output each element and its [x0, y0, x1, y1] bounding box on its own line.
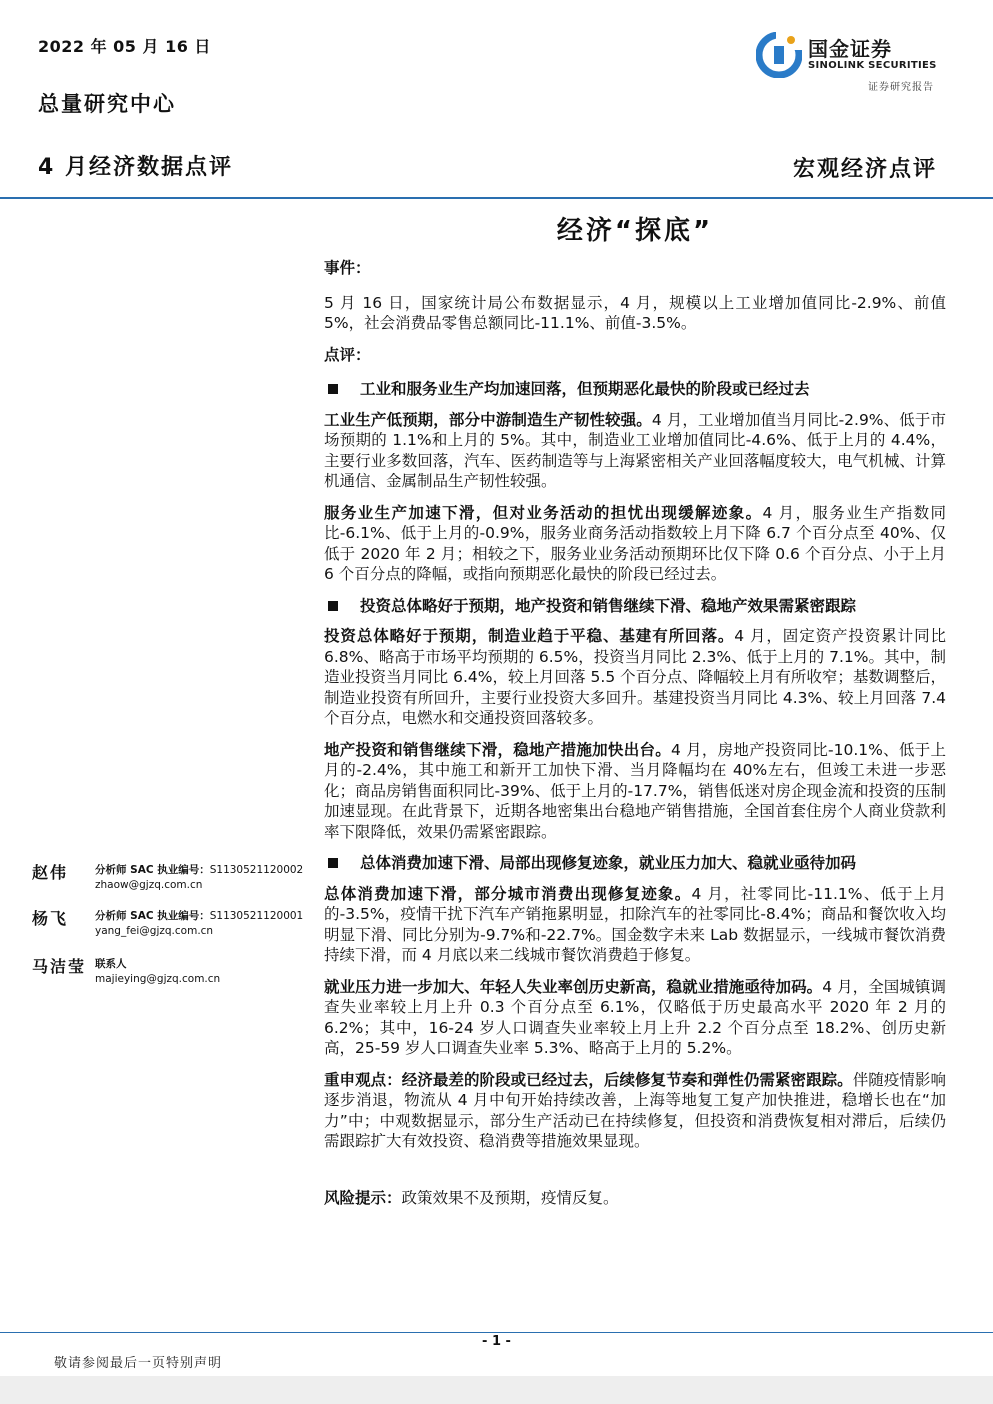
analyst-name: 杨飞: [32, 909, 69, 928]
page-number: - 1 -: [482, 1334, 511, 1349]
section-heading: 总体消费加速下滑、局部出现修复迹象，就业压力加大、稳就业亟待加码: [324, 853, 946, 874]
bullet-square-icon: [328, 601, 338, 611]
bullet-square-icon: [328, 384, 338, 394]
risk-warning: 风险提示：政策效果不及预期，疫情反复。: [324, 1188, 619, 1207]
paragraph: 工业生产低预期，部分中游制造生产韧性较强。4 月，工业增加值当月同比-2.9%、低于市场预期的 1.1%和上月的 5%。其中，制造业工业增加值同比-4.6%、低于上月的 4.4%，主要行业多数回落，汽车、医药制造等与上海紧密相关产业回落幅度较大，电气机械、计算机通信、金属制品生产韧性较强。: [324, 410, 946, 490]
bullet-square-icon: [328, 858, 338, 868]
analyst-card: [32, 906, 312, 946]
analyst-id: S1130521120001: [209, 910, 304, 922]
paragraph: 服务业生产加速下滑，但对业务活动的担忧出现缓解迹象。4 月，服务业生产指数同比-6.1%、低于上月的-0.9%，服务业商务活动指数较上月下降 6.7 个百分点至 40%、仅低于 2020 年 2 月；相较之下，服务业业务活动预期环比仅下降 0.6 个百分点、小于上月 6 个百分点的降幅，或指向预期恶化最快的阶段已经过去。: [324, 503, 946, 583]
logo-name-cn: 国金证券: [808, 37, 892, 61]
headline: 经济“探底”: [556, 216, 714, 246]
analyst-email[interactable]: majieying@gjzq.com.cn: [95, 973, 221, 985]
report-title: 4 月经济数据点评: [38, 155, 233, 180]
header-divider: [0, 197, 993, 199]
comment-label: 点评：: [324, 345, 371, 364]
paragraph: 重申观点：经济最差的阶段或已经过去，后续修复节奏和弹性仍需紧密跟踪。伴随疫情影响逐步消退，物流从 4 月中旬开始持续改善，上海等地复工复产加快推进，稳增长也在“加力”中；中观数据显示，部分生产活动已在持续修复，但投资和消费恢复相对滞后，后续仍需跟踪扩大有效投资、稳消费等措施效果显现。: [324, 1070, 946, 1150]
report-body: [324, 258, 946, 1219]
analyst-name: 马洁莹: [32, 957, 87, 976]
analyst-title: 分析师 SAC 执业编号：: [95, 864, 210, 876]
analyst-title: 分析师 SAC 执业编号：: [95, 910, 210, 922]
event-text: 5 月 16 日，国家统计局公布数据显示，4 月，规模以上工业增加值同比-2.9%、前值 5%，社会消费品零售总额同比-11.1%、前值-3.5%。: [324, 293, 946, 332]
report-type: 宏观经济点评: [792, 157, 937, 182]
analyst-email[interactable]: zhaow@gjzq.com.cn: [95, 879, 203, 891]
analyst-title: 联系人: [95, 958, 127, 970]
event-label: 事件：: [324, 259, 371, 277]
section-heading: 工业和服务业生产均加速回落，但预期恶化最快的阶段或已经过去: [324, 379, 946, 400]
footer-disclaimer: 敬请参阅最后一页特别声明: [54, 1356, 223, 1371]
sinolink-logo-icon: [756, 32, 802, 78]
report-date: 2022 年 05 月 16 日: [38, 37, 211, 56]
paragraph: 总体消费加速下滑，部分城市消费出现修复迹象。4 月，社零同比-11.1%、低于上月的-3.5%，疫情干扰下汽车产销拖累明显，扣除汽车的社零同比-8.4%；商品和餐饮收入均明显下滑、同比分别为-9.7%和-22.7%。国金数字未来 Lab 数据显示，一线城市餐饮消费持续下滑，而 4 月底以来二线城市餐饮消费趋于修复。: [324, 884, 946, 964]
analyst-name: 赵伟: [32, 863, 69, 882]
paragraph: 就业压力进一步加大、年轻人失业率创历史新高，稳就业措施亟待加码。4 月，全国城镇调查失业率较上月上升 0.3 个百分点至 6.1%，仅略低于历史最高水平 2020 年 2 月的 6.2%；其中，16-24 岁人口调查失业率较上月上升 2.2 个百分点至 18.2%、创历史新高，25-59 岁人口调查失业率 5.3%、略高于上月的 5.2%。: [324, 977, 946, 1057]
logo-subtitle: 证券研究报告: [868, 82, 934, 93]
analyst-card: [32, 954, 312, 994]
research-center: 总量研究中心: [38, 92, 176, 116]
section-heading: 投资总体略好于预期，地产投资和销售继续下滑、稳地产效果需紧密跟踪: [324, 596, 946, 617]
footer-band: [0, 1376, 993, 1404]
analyst-email[interactable]: yang_fei@gjzq.com.cn: [95, 925, 214, 937]
logo-name-en: SINOLINK SECURITIES: [808, 60, 937, 71]
analyst-card: [32, 860, 312, 900]
analyst-id: S1130521120002: [209, 864, 304, 876]
paragraph: 投资总体略好于预期，制造业趋于平稳、基建有所回落。4 月，固定资产投资累计同比 6.8%、略高于市场平均预期的 6.5%，投资当月同比 2.3%、低于上月的 7.1%。其中，制造业投资当月同比 6.4%，较上月回落 5.5 个百分点、降幅较上月有所收窄；基数调整后，制造业投资有所回升，主要行业投资大多回升。基建投资当月同比 4.3%、较上月回落 7.4 个百分点，电燃水和交通投资回落较多。: [324, 627, 946, 727]
paragraph: 地产投资和销售继续下滑，稳地产措施加快出台。4 月，房地产投资同比-10.1%、低于上月的-2.4%，其中施工和新开工加快下滑、当月降幅均在 40%左右，但竣工未进一步恶化；商品房销售面积同比-39%、低于上月的-17.7%，销售低迷对房企现金流和投资的压制加速显现。在此背景下，近期各地密集出台稳地产销售措施，全国首套住房个人商业贷款利率下限降低，效果仍需紧密跟踪。: [324, 740, 946, 841]
footer-divider: [0, 1332, 993, 1333]
